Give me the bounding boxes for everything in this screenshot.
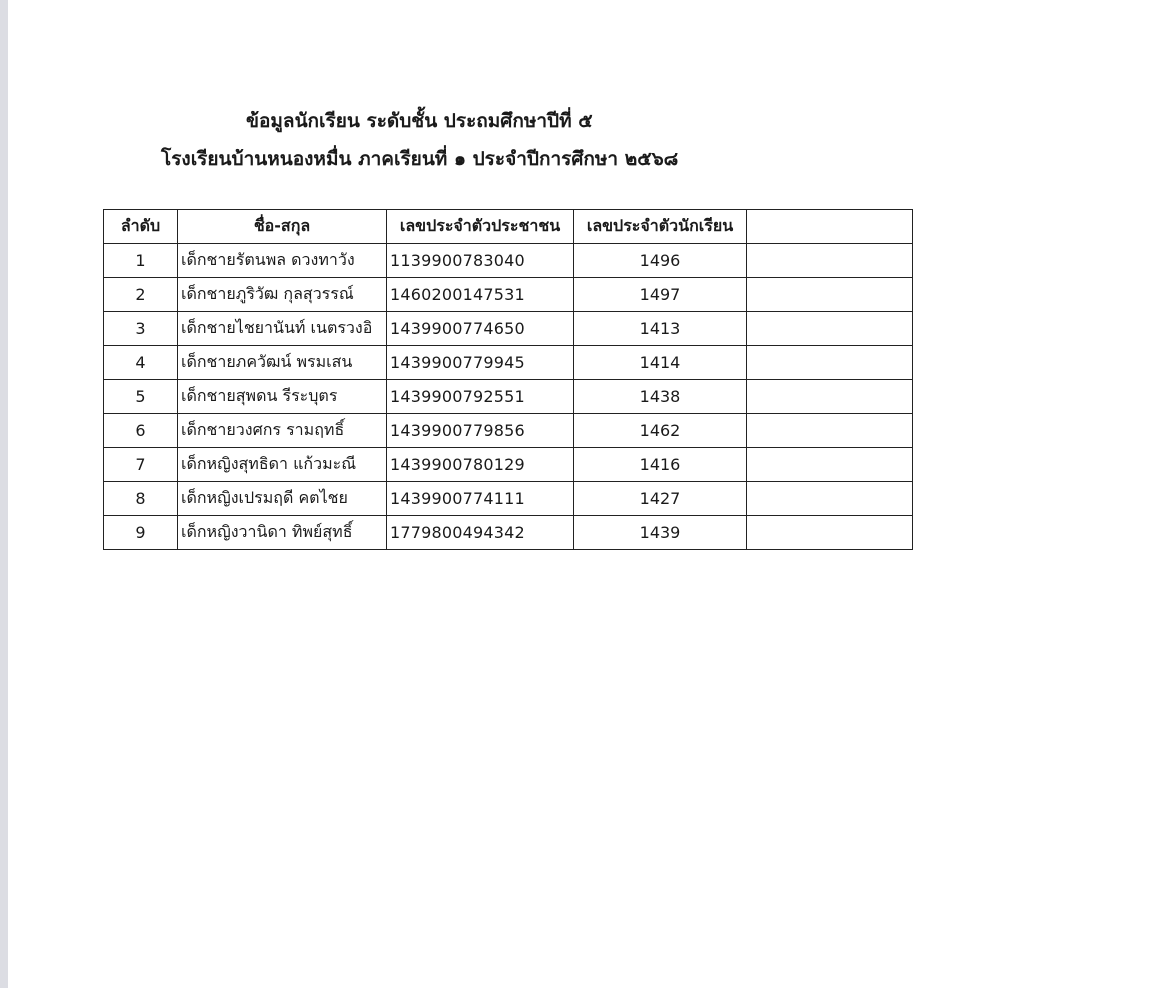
cell-name: เด็กหญิงสุทธิดา แก้วมะณี <box>178 448 387 482</box>
cell-order: 8 <box>104 482 178 516</box>
cell-name: เด็กชายวงศกร รามฤทธิ์ <box>178 414 387 448</box>
cell-citizen-id: 1460200147531 <box>387 278 574 312</box>
cell-citizen-id: 1139900783040 <box>387 244 574 278</box>
cell-order: 1 <box>104 244 178 278</box>
cell-student-id: 1416 <box>574 448 747 482</box>
cell-citizen-id: 1439900779945 <box>387 346 574 380</box>
cell-citizen-id: 1439900779856 <box>387 414 574 448</box>
table-row <box>104 312 913 346</box>
cell-name: เด็กชายไชยานันท์ เนตรวงอิ <box>178 312 387 346</box>
header-student-id: เลขประจำตัวนักเรียน <box>574 210 747 244</box>
cell-blank <box>747 346 913 380</box>
cell-blank <box>747 414 913 448</box>
cell-name: เด็กชายภูริวัฒ กุลสุวรรณ์ <box>178 278 387 312</box>
cell-student-id: 1496 <box>574 244 747 278</box>
cell-blank <box>747 380 913 414</box>
cell-student-id: 1439 <box>574 516 747 550</box>
document-title: ข้อมูลนักเรียน ระดับชั้น ประถมศึกษาปีที่ ๕ <box>246 110 593 132</box>
cell-order: 5 <box>104 380 178 414</box>
cell-order: 9 <box>104 516 178 550</box>
cell-citizen-id: 1779800494342 <box>387 516 574 550</box>
cell-student-id: 1497 <box>574 278 747 312</box>
header-blank <box>747 210 913 244</box>
viewer-left-gutter <box>0 0 8 988</box>
cell-blank <box>747 244 913 278</box>
cell-student-id: 1462 <box>574 414 747 448</box>
cell-name: เด็กหญิงวานิดา ทิพย์สุทธิ์ <box>178 516 387 550</box>
cell-blank <box>747 482 913 516</box>
document-subtitle: โรงเรียนบ้านหนองหมื่น ภาคเรียนที่ ๑ ประจำปีการศึกษา ๒๕๖๘ <box>161 148 679 170</box>
cell-citizen-id: 1439900774111 <box>387 482 574 516</box>
cell-name: เด็กชายสุพดน รีระบุตร <box>178 380 387 414</box>
cell-blank <box>747 516 913 550</box>
cell-order: 7 <box>104 448 178 482</box>
cell-name: เด็กชายรัตนพล ดวงทาวัง <box>178 244 387 278</box>
header-citizen-id: เลขประจำตัวประชาชน <box>387 210 574 244</box>
cell-student-id: 1438 <box>574 380 747 414</box>
table-row <box>104 244 913 278</box>
header-name: ชื่อ-สกุล <box>178 210 387 244</box>
table-header-row <box>104 210 913 244</box>
cell-blank <box>747 278 913 312</box>
table-row <box>104 516 913 550</box>
cell-name: เด็กชายภควัฒน์ พรมเสน <box>178 346 387 380</box>
header-order: ลำดับ <box>104 210 178 244</box>
table-row <box>104 482 913 516</box>
cell-citizen-id: 1439900774650 <box>387 312 574 346</box>
cell-citizen-id: 1439900792551 <box>387 380 574 414</box>
cell-student-id: 1427 <box>574 482 747 516</box>
table-row <box>104 346 913 380</box>
table-row <box>104 278 913 312</box>
cell-student-id: 1413 <box>574 312 747 346</box>
cell-blank <box>747 448 913 482</box>
student-table <box>103 209 913 550</box>
cell-blank <box>747 312 913 346</box>
table-row <box>104 380 913 414</box>
document-page <box>8 0 1155 988</box>
table-row <box>104 448 913 482</box>
cell-order: 2 <box>104 278 178 312</box>
cell-name: เด็กหญิงเปรมฤดี คตไชย <box>178 482 387 516</box>
cell-order: 6 <box>104 414 178 448</box>
cell-order: 3 <box>104 312 178 346</box>
table-row <box>104 414 913 448</box>
cell-citizen-id: 1439900780129 <box>387 448 574 482</box>
cell-student-id: 1414 <box>574 346 747 380</box>
cell-order: 4 <box>104 346 178 380</box>
